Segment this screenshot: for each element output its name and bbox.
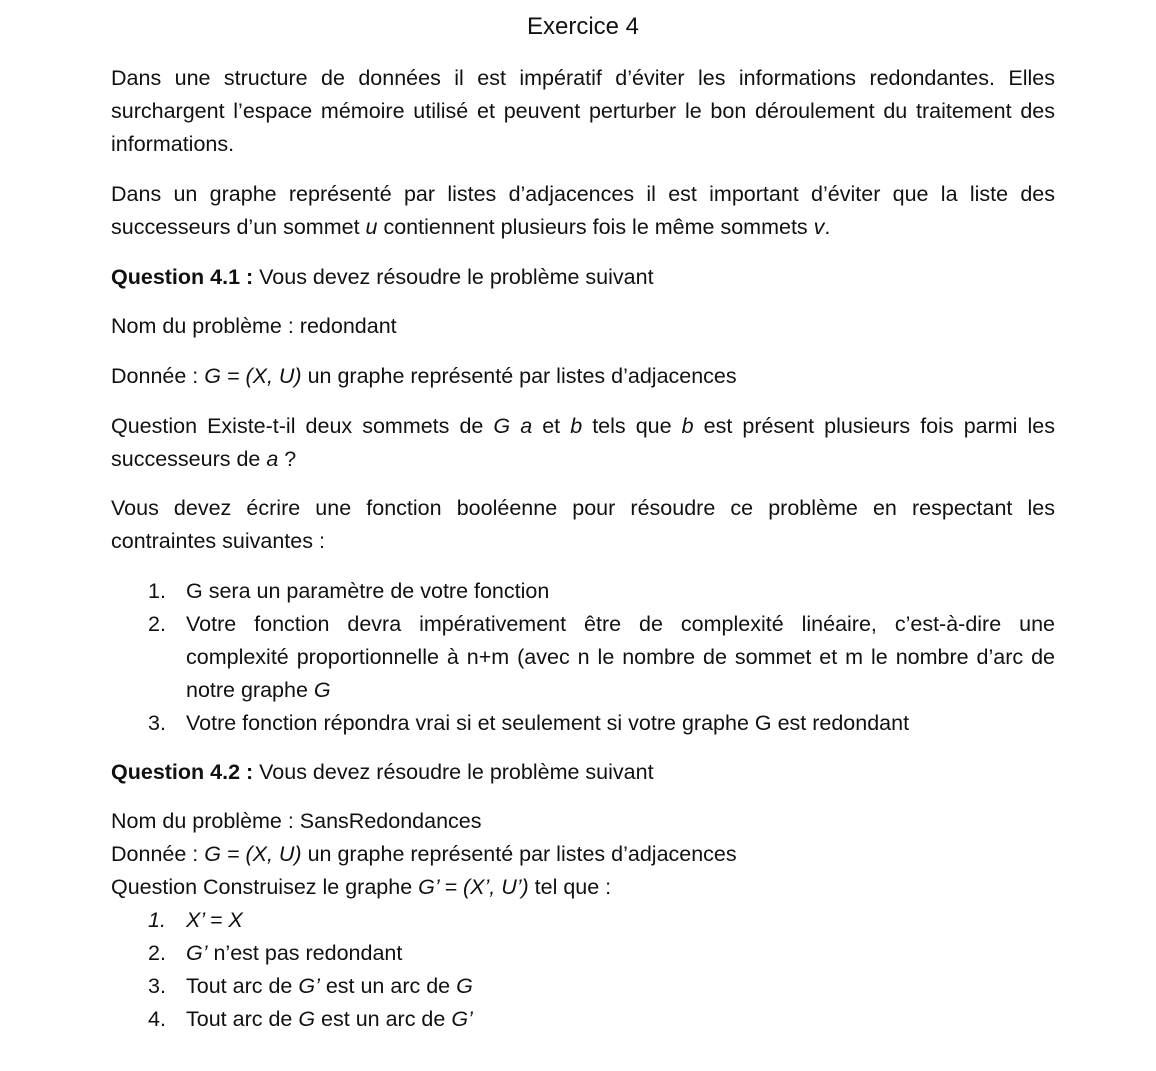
list-item: 1. X’ = X [148,908,243,932]
q41-question: Question Existe-t-il deux sommets de G a et b tels que b est présent plusieurs fois parmi les successeurs de a ? [111,414,1055,471]
q41-constraints-intro: Vous devez écrire une fonction booléenne pour résoudre ce problème en respectant les contraintes suivantes : [111,496,1055,553]
list-item: 3. Tout arc de G’ est un arc de G [148,974,473,998]
list-item: 2. Votre fonction devra impérativement être de complexité linéaire, c’est-à-dire une complexité proportionnelle à n+m (avec n le nombre de sommet et m le nombre d’arc de notre graphe G [148,612,1055,702]
question-4-1-label: Question 4.1 : [111,265,254,289]
intro-paragraph-1: Dans une structure de données il est impératif d’éviter les informations redondantes. Elles surchargent l’espace mémoire utilisé et peuvent perturber le bon déroulement du traitement des informations. [111,66,1055,156]
q41-donnee: Donnée : G = (X, U) un graphe représenté par listes d’adjacences [111,364,737,388]
q41-constraints-list [111,575,1055,740]
q42-conditions-list [111,904,1055,1036]
list-item: 2. G’ n’est pas redondant [148,941,403,965]
intro-paragraph-2: Dans un graphe représenté par listes d’adjacences il est important d’éviter que la liste des successeurs d’un sommet u contiennent plusieurs fois le même sommets v. [111,182,1055,239]
q42-question: Question Construisez le graphe G’ = (X’, U’) tel que : [111,875,612,899]
q42-problem-name: Nom du problème : SansRedondances [111,809,482,833]
list-item: 4. Tout arc de G est un arc de G’ [148,1007,473,1031]
q42-donnee: Donnée : G = (X, U) un graphe représenté par listes d’adjacences [111,842,737,866]
question-4-1-heading: Question 4.1 : Vous devez résoudre le problème suivant [111,265,654,289]
question-4-2-label: Question 4.2 : [111,760,254,784]
question-4-2-heading: Question 4.2 : Vous devez résoudre le problème suivant [111,760,654,784]
list-item: 3. Votre fonction répondra vrai si et seulement si votre graphe G est redondant [148,711,910,735]
q41-problem-name: Nom du problème : redondant [111,314,397,338]
list-item: 1. G sera un paramètre de votre fonction [148,579,550,603]
exercise-title: Exercice 4 [526,13,640,40]
